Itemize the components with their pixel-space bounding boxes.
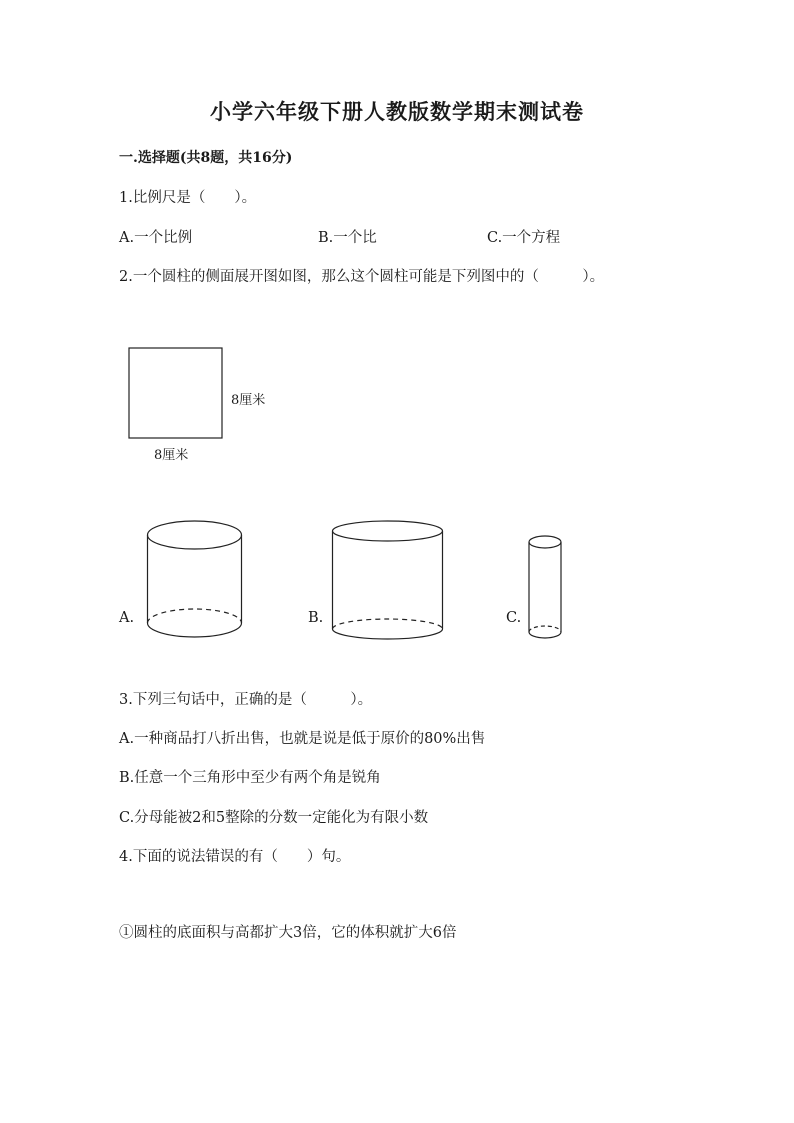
question-3-option-c: C.分母能被2和5整除的分数一定能化为有限小数 xyxy=(119,810,429,826)
question-3-option-b: B.任意一个三角形中至少有两个角是锐角 xyxy=(119,770,381,786)
question-1-option-c: C.一个方程 xyxy=(487,230,561,246)
unfolded-square xyxy=(129,348,222,438)
question-2-option-b: B. xyxy=(308,610,324,626)
page-title: 小学六年级下册人教版数学期末测试卷 xyxy=(210,99,584,124)
question-4-item-1: ①圆柱的底面积与高都扩大3倍，它的体积就扩大6倍 xyxy=(119,925,457,941)
cylinder-a xyxy=(148,521,242,637)
question-4-stem: 4.下面的说法错误的有（ ）句。 xyxy=(119,849,351,865)
question-1-option-a: A.一个比例 xyxy=(119,230,193,246)
question-3-option-a: A.一种商品打八折出售，也就是说是低于原价的80%出售 xyxy=(119,731,486,747)
question-3-stem: 3.下列三句话中，正确的是（ ）。 xyxy=(119,692,373,708)
question-1-option-b: B.一个比 xyxy=(318,230,377,246)
square-side-length-label: 8厘米 xyxy=(231,393,266,408)
square-bottom-length-label: 8厘米 xyxy=(154,448,189,463)
cylinder-c xyxy=(529,536,561,638)
cylinder-b xyxy=(333,521,443,639)
section-heading: 一.选择题(共8题，共16分) xyxy=(119,150,293,166)
question-1-stem: 1.比例尺是（ ）。 xyxy=(119,190,257,206)
question-2-option-c: C. xyxy=(506,610,522,626)
question-2-option-a: A. xyxy=(119,610,135,626)
question-2-stem: 2.一个圆柱的侧面展开图如图，那么这个圆柱可能是下列图中的（ ）。 xyxy=(119,269,605,285)
